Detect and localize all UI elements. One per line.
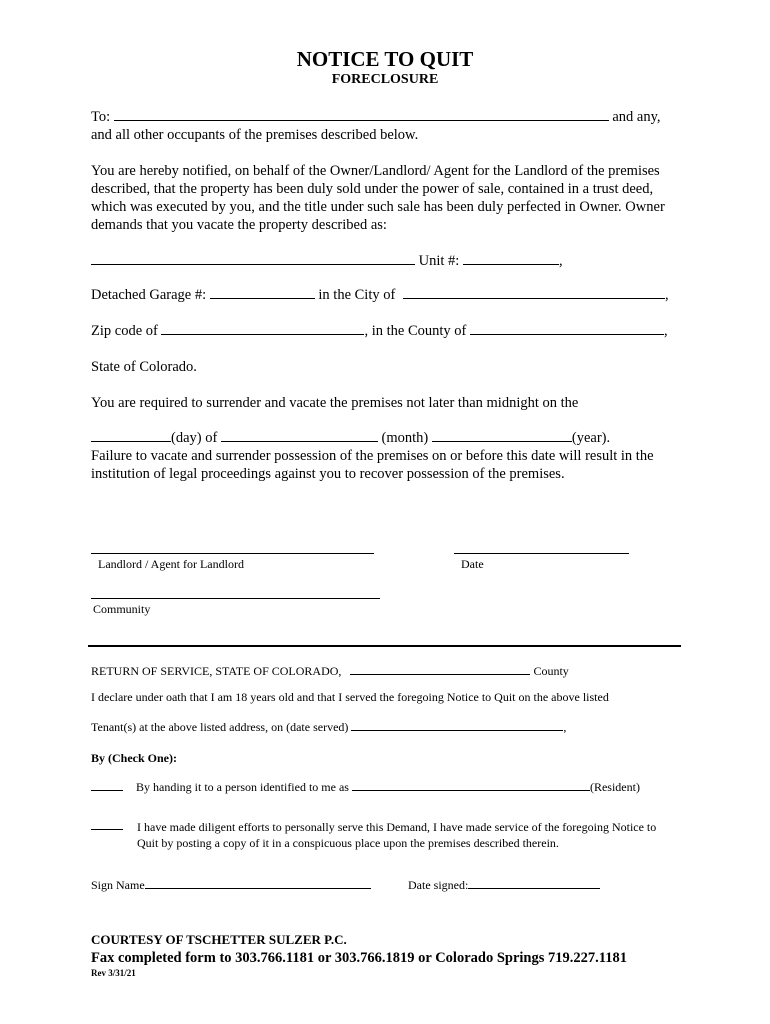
month-field[interactable]	[221, 429, 378, 442]
option-handing-checkbox[interactable]	[91, 780, 123, 791]
date-signed-label: Date signed:	[408, 878, 469, 892]
day-label: (day) of	[171, 430, 218, 446]
sign-name-label: Sign Name	[91, 878, 145, 892]
community-line[interactable]	[91, 598, 380, 599]
tenants-label: Tenant(s) at the above listed address, on (date served)	[91, 720, 349, 734]
unit-number-field[interactable]	[463, 252, 559, 265]
unit-label: Unit #:	[418, 253, 460, 269]
garage-label: Detached Garage #:	[91, 287, 207, 303]
return-of-service-label: RETURN OF SERVICE, STATE OF COLORADO,	[91, 664, 342, 678]
county-comma: ,	[664, 323, 668, 339]
city-comma: ,	[664, 287, 669, 303]
property-address-field[interactable]	[91, 252, 415, 265]
landlord-signature-line[interactable]	[91, 553, 374, 554]
option-handing-label: By handing it to a person identified to me as	[136, 780, 349, 794]
option-posting-label: I have made diligent efforts to personally serve this Demand, I have made service of the foregoing Notice to Quit by posting a copy of it in a conspicuous place upon the premises described therein.	[137, 820, 657, 850]
to-suffix: and any,	[612, 109, 661, 125]
month-label: (month)	[381, 430, 429, 446]
date-signature-line[interactable]	[454, 553, 629, 554]
declare-line: I declare under oath that I am 18 years old and that I served the foregoing Notice to Quit on the above listed	[91, 690, 609, 704]
to-label: To:	[91, 109, 111, 125]
service-county-field[interactable]	[350, 664, 530, 675]
service-county-label: County	[533, 664, 569, 678]
section-divider	[88, 645, 681, 647]
tenants-line	[91, 720, 566, 735]
to-line	[91, 108, 661, 126]
vacate-date-line	[91, 429, 610, 447]
state-line: State of Colorado.	[91, 359, 197, 375]
tenants-suffix: ,	[563, 720, 567, 734]
date-served-field[interactable]	[351, 720, 563, 731]
year-label: (year).	[571, 430, 611, 446]
unit-comma: ,	[558, 253, 563, 269]
year-field[interactable]	[432, 429, 572, 442]
landlord-signature-label: Landlord / Agent for Landlord	[98, 557, 244, 571]
sign-name-line	[91, 878, 371, 893]
fax-line: Fax completed form to 303.766.1181 or 303.766.1819 or Colorado Springs 719.227.1181	[91, 950, 627, 966]
county-field[interactable]	[470, 322, 664, 335]
city-field[interactable]	[403, 286, 665, 299]
surrender-line: You are required to surrender and vacate the premises not later than midnight on the	[91, 395, 579, 411]
date-signed-field[interactable]	[468, 878, 600, 889]
option-posting-checkbox[interactable]	[91, 819, 123, 830]
notice-paragraph: You are hereby notified, on behalf of the Owner/Landlord/ Agent for the Landlord of the premises described, that the property has been duly sold under the power of sale, contained in a trust deed, which was executed by you, and the title under such sale has been duly perfected in Owner. Owner demands that you vacate the property described as:	[91, 163, 665, 233]
to-recipient-field[interactable]	[114, 108, 609, 121]
community-label: Community	[93, 602, 151, 616]
date-signature-label: Date	[461, 557, 484, 571]
option-handing	[91, 780, 640, 795]
option-posting-checkbox-wrap	[91, 819, 123, 834]
address-line	[91, 252, 563, 270]
to-line-2: and all other occupants of the premises described below.	[91, 127, 419, 143]
garage-number-field[interactable]	[210, 286, 315, 299]
resident-label: (Resident)	[589, 780, 640, 794]
failure-paragraph: Failure to vacate and surrender possession of the premises on or before this date will result in the institution of legal proceedings against you to recover possession of the premises.	[91, 448, 654, 482]
county-label: , in the County of	[364, 323, 467, 339]
date-signed-line	[408, 878, 600, 893]
city-label: in the City of	[318, 287, 396, 303]
zip-county-line	[91, 322, 668, 340]
zip-code-field[interactable]	[161, 322, 364, 335]
check-one-heading: By (Check One):	[91, 751, 177, 765]
revision-label: Rev 3/31/21	[91, 968, 136, 978]
sign-name-field[interactable]	[145, 878, 371, 889]
day-field[interactable]	[91, 429, 171, 442]
zip-label: Zip code of	[91, 323, 158, 339]
courtesy-line: COURTESY OF TSCHETTER SULZER P.C.	[91, 932, 347, 947]
document-title: NOTICE TO QUIT	[296, 47, 474, 71]
garage-city-line	[91, 286, 669, 304]
resident-name-field[interactable]	[352, 780, 590, 791]
document-subtitle: FORECLOSURE	[331, 72, 439, 87]
return-of-service-line	[91, 664, 569, 679]
